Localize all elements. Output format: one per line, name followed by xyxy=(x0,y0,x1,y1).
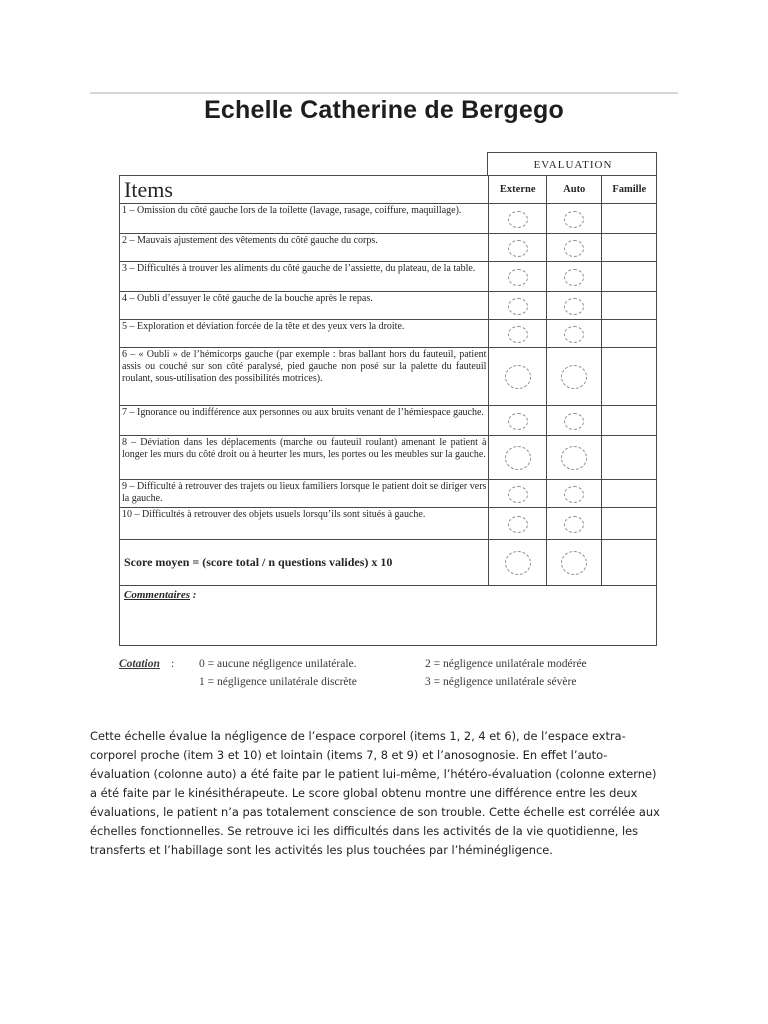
comments-suffix: : xyxy=(190,589,197,601)
item-auto-cell xyxy=(546,508,602,540)
item-auto-cell xyxy=(546,348,602,406)
scale-table xyxy=(119,175,657,646)
items-header: Items xyxy=(120,176,489,204)
handwritten-mark xyxy=(508,516,528,533)
item-famille-cell xyxy=(602,292,657,320)
score-famille-cell xyxy=(602,540,657,586)
handwritten-mark xyxy=(508,240,528,257)
item-externe-cell xyxy=(489,234,547,262)
handwritten-mark xyxy=(564,516,584,533)
item-description: 1 – Omission du côté gauche lors de la toilette (lavage, rasage, coiffure, maquillage). xyxy=(120,204,489,234)
item-famille-cell xyxy=(602,436,657,480)
item-famille-cell xyxy=(602,406,657,436)
score-externe-cell xyxy=(489,540,547,586)
item-externe-cell xyxy=(489,508,547,540)
table-row xyxy=(120,292,657,320)
item-famille-cell xyxy=(602,320,657,348)
item-auto-cell xyxy=(546,234,602,262)
handwritten-mark xyxy=(564,240,584,257)
evaluation-header: EVALUATION xyxy=(533,159,613,171)
body-paragraph: Cette échelle évalue la négligence de l’espace corporel (items 1, 2, 4 et 6), de l’espace extra-corporel proche (item 3 et 10) et lointain (items 7, 8 et 9) et l’anosognosie. En effet l’auto-évaluation (colonne auto) a été faite par le patient lui-même, l’hétéro-évaluation (colonne externe) a été faite par le kinésithérapeute. Le score global obtenu montre une différence entre les deux évaluations, le patient n’a pas totalement conscience de son trouble. Cette échelle est corrélée aux échelles fonctionnelles. Se retrouve ici les difficultés dans les activités de la vie quotidienne, les transferts et l’habillage sont les activités les plus touchées par l’héminégligence. xyxy=(90,729,660,857)
item-auto-cell xyxy=(546,406,602,436)
cotation-level-3: 3 = négligence unilatérale sévère xyxy=(425,676,577,688)
item-famille-cell xyxy=(602,480,657,508)
column-header-famille: Famille xyxy=(602,176,657,204)
cotation-level-2: 2 = négligence unilatérale modérée xyxy=(425,658,587,670)
handwritten-mark xyxy=(564,211,584,228)
item-description: 4 – Oubli d’essuyer le côté gauche de la bouche après le repas. xyxy=(120,292,489,320)
item-auto-cell xyxy=(546,204,602,234)
handwritten-mark xyxy=(508,298,528,315)
item-auto-cell xyxy=(546,320,602,348)
handwritten-mark xyxy=(564,269,584,286)
item-famille-cell xyxy=(602,348,657,406)
cotation-level-0: 0 = aucune négligence unilatérale. xyxy=(199,658,357,670)
item-externe-cell xyxy=(489,406,547,436)
item-description: 10 – Difficultés à retrouver des objets usuels lorsqu’ils sont situés à gauche. xyxy=(120,508,489,540)
item-externe-cell xyxy=(489,262,547,292)
handwritten-mark xyxy=(508,326,528,343)
item-auto-cell xyxy=(546,436,602,480)
item-auto-cell xyxy=(546,480,602,508)
handwritten-mark xyxy=(508,413,528,430)
handwritten-mark xyxy=(505,446,531,470)
table-row xyxy=(120,262,657,292)
item-externe-cell xyxy=(489,292,547,320)
comments-row xyxy=(120,586,657,646)
handwritten-mark xyxy=(564,326,584,343)
item-famille-cell xyxy=(602,204,657,234)
handwritten-score-mark xyxy=(505,551,531,575)
table-row xyxy=(120,204,657,234)
table-row xyxy=(120,234,657,262)
cotation-separator: : xyxy=(171,658,175,670)
table-row xyxy=(120,348,657,406)
column-header-auto: Auto xyxy=(546,176,602,204)
item-famille-cell xyxy=(602,262,657,292)
table-header-row xyxy=(120,176,657,204)
item-description: 8 – Déviation dans les déplacements (marche ou fauteuil roulant) amenant le patient à longer les murs du côté droit ou à heurter les murs, les portes ou les meubles sur la gauche. xyxy=(120,436,489,480)
comments-cell xyxy=(120,586,657,646)
handwritten-mark xyxy=(508,211,528,228)
item-externe-cell xyxy=(489,320,547,348)
handwritten-mark xyxy=(561,365,587,389)
cotation-legend xyxy=(119,658,659,698)
handwritten-mark xyxy=(564,486,584,503)
item-auto-cell xyxy=(546,262,602,292)
scan-top-edge xyxy=(90,92,678,94)
table-row xyxy=(120,320,657,348)
comments-label: Commentaires xyxy=(124,589,191,601)
table-row xyxy=(120,508,657,540)
handwritten-mark xyxy=(505,365,531,389)
column-header-externe: Externe xyxy=(489,176,547,204)
item-externe-cell xyxy=(489,480,547,508)
item-externe-cell xyxy=(489,204,547,234)
evaluation-grid xyxy=(119,152,657,648)
handwritten-mark xyxy=(564,413,584,430)
item-description: 5 – Exploration et déviation forcée de la tête et des yeux vers la droite. xyxy=(120,320,489,348)
item-auto-cell xyxy=(546,292,602,320)
item-famille-cell xyxy=(602,508,657,540)
score-row xyxy=(120,540,657,586)
item-description: 7 – Ignorance ou indifférence aux personnes ou aux bruits venant de l’hémiespace gauche. xyxy=(120,406,489,436)
item-description: 2 – Mauvais ajustement des vêtements du côté gauche du corps. xyxy=(120,234,489,262)
item-famille-cell xyxy=(602,234,657,262)
handwritten-mark xyxy=(561,446,587,470)
score-auto-cell xyxy=(546,540,602,586)
score-formula: Score moyen = (score total / n questions valides) x 10 xyxy=(120,540,489,586)
cotation-level-1: 1 = négligence unilatérale discrète xyxy=(199,676,357,688)
table-row xyxy=(120,406,657,436)
handwritten-mark xyxy=(564,298,584,315)
evaluation-header-box xyxy=(487,152,657,176)
item-externe-cell xyxy=(489,348,547,406)
handwritten-score-mark xyxy=(561,551,587,575)
cotation-label: Cotation xyxy=(119,658,160,670)
document-title: Echelle Catherine de Bergego xyxy=(204,96,564,124)
table-row xyxy=(120,436,657,480)
table-body xyxy=(120,204,657,540)
item-description: 3 – Difficultés à trouver les aliments du côté gauche de l’assiette, du plateau, de la table. xyxy=(120,262,489,292)
item-externe-cell xyxy=(489,436,547,480)
item-description: 9 – Difficulté à retrouver des trajets ou lieux familiers lorsque le patient doit se diriger vers la gauche. xyxy=(120,480,489,508)
scanned-scale-image xyxy=(90,92,678,704)
handwritten-mark xyxy=(508,486,528,503)
item-description: 6 – « Oubli » de l’hémicorps gauche (par exemple : bras ballant hors du fauteuil, patient assis ou couché sur son côté paralysé, pied gauche non posé sur la palette du fauteuil roulant, sous-utilisation des possibilités motrices). xyxy=(120,348,489,406)
handwritten-mark xyxy=(508,269,528,286)
table-row xyxy=(120,480,657,508)
